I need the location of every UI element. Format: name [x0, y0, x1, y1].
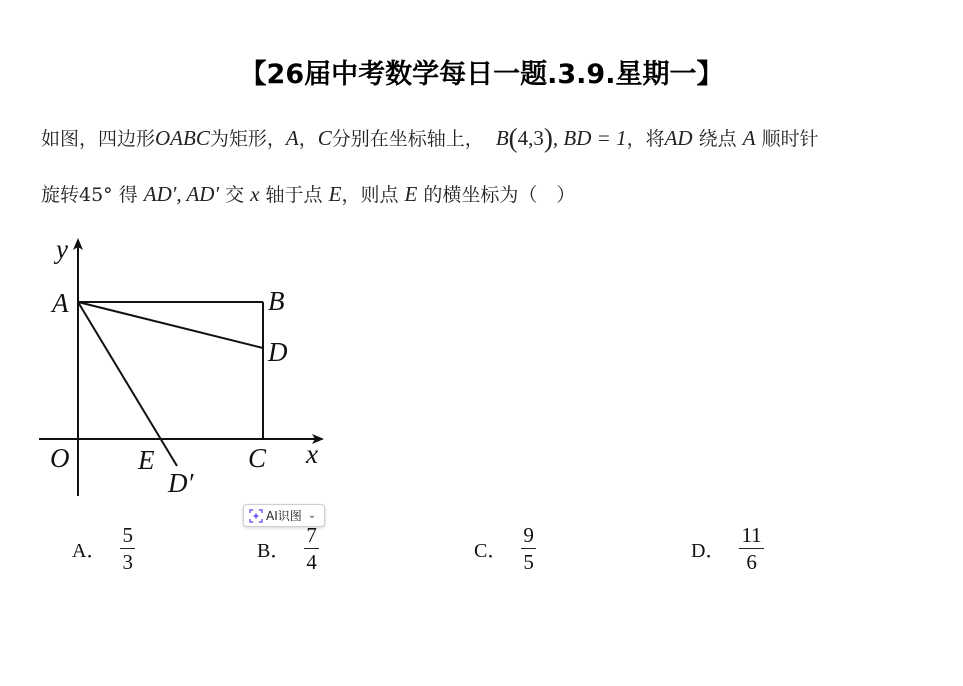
question-text: 交	[225, 184, 245, 206]
point-c: C	[317, 126, 332, 150]
choice-b[interactable]	[257, 520, 319, 576]
question-text: ，	[298, 128, 318, 150]
question-text: ，则点	[341, 184, 399, 206]
bd-equation: , BD = 1	[552, 126, 627, 150]
denominator: 6	[746, 549, 757, 574]
choice-a[interactable]	[72, 520, 135, 576]
segment-adp-line	[78, 302, 177, 466]
label-b: B	[268, 286, 285, 316]
question-text: 旋转45° 得	[41, 184, 138, 206]
question-text: 顺时针	[761, 128, 819, 150]
var-x: x	[250, 182, 260, 206]
label-c: C	[248, 443, 267, 473]
chevron-down-icon: ⌄	[307, 510, 317, 521]
page-title: 【26届中考数学每日一题.3.9.星期一】	[239, 59, 724, 90]
question-text: 绕点	[698, 128, 737, 150]
choice-letter: B．	[257, 539, 291, 562]
choice-letter: C．	[474, 539, 508, 562]
point-a: A	[742, 126, 756, 150]
numerator: 7	[306, 522, 317, 547]
label-o: O	[50, 443, 70, 473]
numerator: 5	[122, 522, 133, 547]
point-e: E	[404, 182, 418, 206]
paren-open: (	[508, 123, 518, 153]
answer-choices	[0, 520, 963, 580]
fraction	[739, 523, 763, 574]
choice-letter: A．	[72, 539, 107, 562]
question-text: 如图，四边形	[41, 128, 156, 150]
choice-letter: D．	[691, 539, 726, 562]
label-a: A	[52, 288, 69, 318]
label-d-prime: D′	[168, 468, 194, 498]
choice-d[interactable]	[691, 520, 764, 576]
paren-close: )	[543, 123, 553, 153]
b-coords: 4,3	[517, 126, 544, 150]
fraction	[304, 523, 319, 574]
segment-ad: AD	[664, 126, 693, 150]
segment-ad-line	[78, 302, 263, 348]
question-text: 轴于点	[265, 184, 323, 206]
label-d: D	[268, 337, 288, 367]
ai-badge-label: AI识图	[266, 509, 302, 523]
fraction-bar	[304, 548, 319, 549]
fraction-bar	[521, 548, 536, 549]
fraction	[120, 523, 135, 574]
numerator: 9	[523, 522, 534, 547]
question-text: ，将	[626, 128, 665, 150]
question-text: 分别在坐标轴上，	[331, 128, 484, 150]
denominator: 3	[122, 549, 133, 574]
choice-c[interactable]	[474, 520, 536, 576]
label-x: x	[306, 439, 318, 469]
question-text: 为矩形，	[209, 128, 286, 150]
fraction-bar	[739, 548, 763, 549]
denominator: 4	[306, 549, 317, 574]
quad-oabc: OABC	[155, 126, 210, 150]
fraction-bar	[120, 548, 135, 549]
segment-adp: AD′, AD′	[143, 182, 220, 206]
question-text: 的横坐标为（ ）	[423, 184, 576, 206]
label-y: y	[56, 234, 68, 264]
numerator: 11	[741, 522, 762, 547]
fraction	[521, 523, 536, 574]
point-e: E	[328, 182, 342, 206]
denominator: 5	[523, 549, 534, 574]
point-a: A	[285, 126, 299, 150]
point-b: B	[495, 126, 509, 150]
label-e: E	[138, 445, 155, 475]
